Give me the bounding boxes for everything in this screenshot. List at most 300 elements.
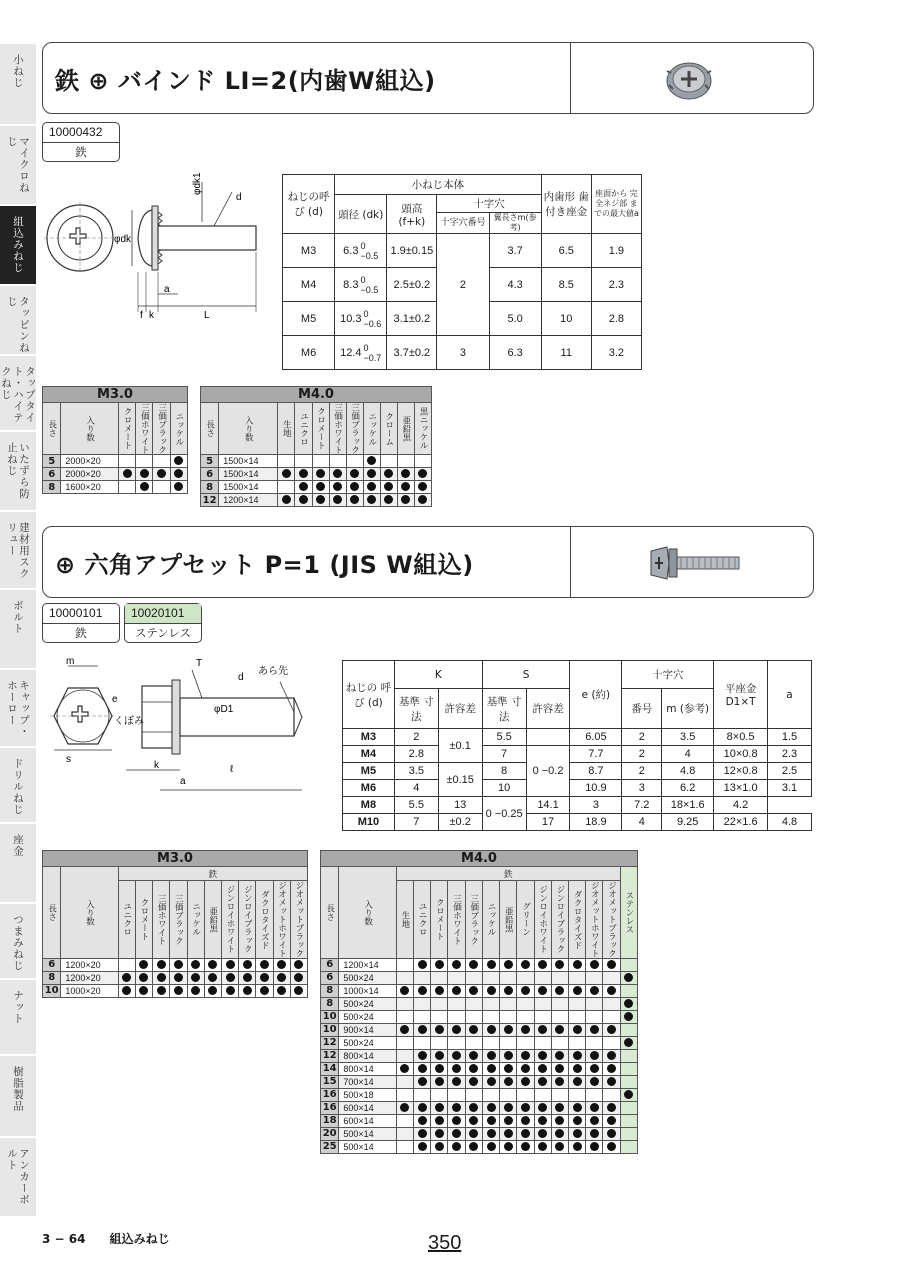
table-cell	[335, 268, 387, 302]
availability-dot	[500, 1036, 517, 1049]
col-header-finish: ジオメットブラック	[293, 881, 304, 958]
table-cell: M3	[343, 729, 395, 746]
section1-title: 鉄 ⊕ バインド LI=2(内歯W組込)	[55, 67, 436, 95]
header-divider	[570, 43, 571, 113]
availability-dot	[534, 958, 551, 971]
availability-dot	[380, 481, 397, 494]
availability-dot	[329, 494, 346, 507]
side-tab[interactable]	[0, 432, 36, 512]
length-cell: 8	[201, 481, 219, 494]
availability-dot	[448, 997, 465, 1010]
availability-dot	[448, 1088, 465, 1101]
side-tab[interactable]	[0, 286, 36, 356]
availability-dot	[221, 958, 238, 971]
table-cell: 3.1±0.2	[387, 302, 437, 336]
availability-dot	[153, 468, 170, 481]
label-s: s	[66, 754, 71, 765]
length-cell: 6	[43, 958, 61, 971]
length-cell: 8	[43, 481, 61, 494]
length-cell: 15	[321, 1075, 339, 1088]
availability-dot	[568, 1101, 585, 1114]
col-header-finish: クロメート	[434, 898, 445, 941]
qty-cell: 500×24	[339, 1036, 396, 1049]
col-header-e: e (約)	[570, 661, 622, 729]
availability-dot	[517, 1114, 534, 1127]
availability-dot	[136, 455, 153, 468]
col-header-gap: 座面から 完全ネジ部 までの最大値a	[591, 175, 641, 234]
availability-dot	[551, 1088, 568, 1101]
availability-dot	[517, 1088, 534, 1101]
availability-dot	[431, 1049, 448, 1062]
side-tab[interactable]	[0, 1138, 36, 1218]
table-cell: 2	[437, 234, 489, 336]
col-header-finish: クロメート	[315, 407, 326, 450]
availability-dot	[448, 984, 465, 997]
availability-dot	[534, 1075, 551, 1088]
availability-dot	[221, 971, 238, 984]
qty-cell: 800×14	[339, 1062, 396, 1075]
product-code-tag	[42, 122, 120, 162]
table-row	[321, 1036, 638, 1049]
length-cell: 10	[321, 1010, 339, 1023]
availability-dot	[414, 971, 431, 984]
table-row	[321, 1101, 638, 1114]
availability-dot	[278, 468, 295, 481]
dk-tol-up: 0	[363, 308, 369, 319]
availability-dot	[534, 1062, 551, 1075]
availability-dot	[170, 455, 187, 468]
availability-table-m4	[200, 386, 432, 507]
availability-dot	[396, 971, 413, 984]
availability-dot	[448, 1140, 465, 1153]
table-cell: 22×1.6	[714, 814, 768, 831]
availability-dot	[414, 1088, 431, 1101]
availability-dot	[396, 1023, 413, 1036]
dk-base: 6.3	[343, 244, 359, 257]
availability-dot	[239, 958, 256, 971]
length-cell: 5	[43, 455, 61, 468]
col-header-call: ねじの 呼び (d)	[343, 661, 395, 729]
table-row	[321, 1088, 638, 1101]
col-header-length: 長さ	[46, 903, 57, 921]
availability-dot	[431, 1114, 448, 1127]
availability-dot	[603, 1088, 620, 1101]
label-L: L	[204, 310, 210, 321]
availability-dot	[586, 1140, 603, 1153]
availability-dot	[414, 1075, 431, 1088]
table-cell: 6.5	[541, 234, 591, 268]
length-cell: 16	[321, 1101, 339, 1114]
length-cell: 16	[321, 1088, 339, 1101]
availability-dot	[346, 494, 363, 507]
length-cell: 12	[321, 1049, 339, 1062]
availability-dot	[568, 1127, 585, 1140]
availability-dot	[329, 468, 346, 481]
availability-dot	[482, 1140, 499, 1153]
col-header-stainless: ステンレス	[623, 891, 634, 934]
binding-spec-table	[282, 174, 642, 370]
table-cell: 2	[394, 729, 438, 746]
col-header-finish: ジンロイホワイト	[225, 885, 235, 954]
availability-dot	[603, 1010, 620, 1023]
table-cell: 8.5	[541, 268, 591, 302]
availability-dot-stainless	[620, 1101, 637, 1114]
table-cell: 6.3	[489, 336, 541, 370]
availability-dot	[363, 494, 380, 507]
label-kubomi: くぼみ	[114, 716, 144, 727]
availability-dot	[551, 1036, 568, 1049]
footer	[42, 1230, 190, 1247]
availability-dot	[278, 481, 295, 494]
table-row	[43, 455, 188, 468]
col-header-base: 基準 寸法	[394, 689, 438, 729]
table-cell: 3.7±0.2	[387, 336, 437, 370]
material-label: 鉄	[75, 626, 87, 640]
availability-dot	[568, 1049, 585, 1062]
availability-dot	[414, 1023, 431, 1036]
availability-dot	[118, 984, 135, 997]
availability-dot	[568, 1088, 585, 1101]
availability-dot	[482, 1075, 499, 1088]
availability-dot-stainless	[620, 1010, 637, 1023]
availability-dot	[396, 997, 413, 1010]
qty-cell: 1600×20	[61, 481, 119, 494]
size-header: M3.0	[43, 851, 308, 867]
availability-dot	[414, 1101, 431, 1114]
table-cell: 4.8	[662, 763, 714, 780]
availability-dot	[551, 1023, 568, 1036]
qty-cell: 1000×20	[61, 984, 118, 997]
availability-dot	[517, 1075, 534, 1088]
col-header-finish: 三価ブラック	[349, 403, 360, 454]
availability-dot	[534, 1101, 551, 1114]
dk-tol-up: 0	[360, 274, 366, 285]
binding-screw-photo	[661, 55, 717, 103]
side-tab[interactable]	[0, 1056, 36, 1138]
availability-dot	[239, 971, 256, 984]
table-row	[321, 1127, 638, 1140]
side-tab[interactable]	[0, 356, 36, 432]
availability-dot	[465, 1023, 482, 1036]
table-cell: 10	[482, 780, 526, 797]
material-label: 鉄	[75, 145, 87, 159]
side-tab[interactable]	[0, 590, 36, 670]
availability-dot	[534, 984, 551, 997]
availability-dot	[551, 997, 568, 1010]
side-tab[interactable]	[0, 44, 36, 126]
availability-dot	[534, 1049, 551, 1062]
availability-dot	[482, 1010, 499, 1023]
availability-dot-stainless	[620, 984, 637, 997]
table-row	[321, 958, 638, 971]
availability-dot	[239, 984, 256, 997]
table-cell: 2.8	[394, 746, 438, 763]
table-cell: 3.5	[662, 729, 714, 746]
availability-dot	[551, 1075, 568, 1088]
table-cell: 2.3	[768, 746, 812, 763]
availability-dot	[500, 1114, 517, 1127]
availability-dot	[448, 1114, 465, 1127]
side-tab-label: キャップ・ホーロー	[6, 680, 30, 738]
col-header-body: 小ねじ本体	[335, 175, 542, 195]
side-tab-label: 小ねじ	[12, 54, 24, 89]
availability-dot	[396, 1075, 413, 1088]
table-cell: 1.5	[768, 729, 812, 746]
availability-dot	[448, 1049, 465, 1062]
availability-dot	[256, 958, 273, 971]
qty-cell: 600×14	[339, 1101, 396, 1114]
footer-section: 3 − 64	[42, 1232, 86, 1246]
label-T: T	[196, 658, 203, 669]
availability-dot	[414, 1062, 431, 1075]
table-row	[321, 1049, 638, 1062]
availability-dot	[204, 971, 221, 984]
availability-dot	[586, 1114, 603, 1127]
col-header-S: S	[482, 661, 570, 689]
availability-dot	[568, 984, 585, 997]
table-cell: 14.1	[526, 797, 570, 814]
qty-cell: 500×24	[339, 971, 396, 984]
availability-dot	[118, 481, 135, 494]
section2-header	[42, 526, 814, 598]
length-cell: 5	[201, 455, 219, 468]
product-code: 10000101	[43, 604, 119, 624]
qty-cell: 500×24	[339, 997, 396, 1010]
availability-dot	[517, 958, 534, 971]
table-cell: 2	[622, 763, 662, 780]
side-tab[interactable]	[0, 824, 36, 904]
availability-dot	[603, 997, 620, 1010]
qty-cell: 1500×14	[219, 468, 278, 481]
col-header-finish: 黒ニッケル	[417, 407, 428, 450]
availability-dot	[397, 494, 414, 507]
length-cell: 20	[321, 1127, 339, 1140]
availability-dot	[568, 1062, 585, 1075]
availability-dot	[363, 468, 380, 481]
availability-dot	[397, 481, 414, 494]
side-tab[interactable]	[0, 206, 36, 286]
side-tab-label: 組込みねじ	[12, 216, 24, 274]
availability-dot	[551, 984, 568, 997]
table-row	[201, 468, 432, 481]
availability-dot	[568, 1114, 585, 1127]
table-cell: 4.3	[489, 268, 541, 302]
availability-dot	[586, 984, 603, 997]
dk-tol-down: −0.7	[363, 352, 382, 363]
table-cell: 13×1.0	[714, 780, 768, 797]
availability-dot	[586, 1049, 603, 1062]
footer-category: 組込みねじ	[109, 1232, 170, 1246]
availability-dot	[380, 468, 397, 481]
col-header-finish: 三価ブラック	[468, 893, 479, 945]
availability-dot	[500, 971, 517, 984]
qty-cell: 1200×14	[339, 958, 396, 971]
length-cell: 8	[43, 971, 61, 984]
table-row	[321, 1023, 638, 1036]
availability-dot	[551, 971, 568, 984]
availability-dot	[603, 1140, 620, 1153]
availability-dot	[603, 1114, 620, 1127]
table-cell: 7	[394, 814, 438, 831]
qty-cell: 500×18	[339, 1088, 396, 1101]
table-cell: 1.9	[591, 234, 641, 268]
table-cell: 7.2	[622, 797, 662, 814]
table-cell: 3.1	[768, 780, 812, 797]
availability-dot	[431, 971, 448, 984]
availability-table-m4	[320, 850, 638, 1154]
length-cell: 18	[321, 1114, 339, 1127]
length-cell: 25	[321, 1140, 339, 1153]
availability-dot	[482, 1088, 499, 1101]
col-header-qty: 入り数	[362, 899, 373, 925]
availability-dot	[517, 971, 534, 984]
side-tab-label: つまみねじ	[12, 914, 24, 972]
availability-dot	[517, 1023, 534, 1036]
dk-tol-up: 0	[360, 240, 366, 251]
availability-dot	[136, 481, 153, 494]
availability-dot	[290, 984, 307, 997]
length-cell: 10	[321, 1023, 339, 1036]
availability-dot	[603, 1062, 620, 1075]
availability-dot-stainless	[620, 1088, 637, 1101]
availability-dot	[568, 1010, 585, 1023]
table-cell: 4.2	[714, 797, 768, 814]
availability-dot	[448, 1062, 465, 1075]
length-cell: 12	[321, 1036, 339, 1049]
availability-dot	[273, 958, 290, 971]
table-cell: 5.5	[394, 797, 438, 814]
table-cell: 2.3	[591, 268, 641, 302]
dk-base: 8.3	[343, 278, 359, 291]
availability-dot	[431, 1036, 448, 1049]
availability-dot	[448, 1075, 465, 1088]
table-row	[43, 481, 188, 494]
col-header-finish: 三価ホワイト	[156, 893, 167, 945]
col-header-tol: 許容差	[526, 689, 570, 729]
availability-dot	[568, 1023, 585, 1036]
table-cell: 8×0.5	[714, 729, 768, 746]
label-d: d	[236, 192, 242, 203]
qty-cell: 500×14	[339, 1140, 396, 1153]
side-tab[interactable]	[0, 126, 36, 206]
availability-dot	[482, 971, 499, 984]
availability-dot	[414, 1127, 431, 1140]
col-header-finish: ユニクロ	[298, 411, 309, 446]
col-header-finish: 三価ホワイト	[139, 403, 150, 454]
table-row	[343, 780, 812, 797]
availability-dot	[170, 971, 187, 984]
availability-dot	[187, 958, 204, 971]
availability-dot	[204, 958, 221, 971]
availability-dot-stainless	[620, 958, 637, 971]
label-d: d	[238, 672, 244, 683]
table-row	[321, 1140, 638, 1153]
availability-dot	[465, 1101, 482, 1114]
col-header-finish: ジンロイブラック	[242, 885, 253, 954]
availability-dot	[431, 1140, 448, 1153]
side-tab[interactable]	[0, 904, 36, 980]
table-cell: 10	[541, 302, 591, 336]
length-cell: 6	[201, 468, 219, 481]
side-tab-label: 樹脂製品	[12, 1066, 24, 1112]
table-cell: 4	[622, 814, 662, 831]
side-tab-label: ドリルねじ	[12, 758, 24, 816]
availability-dot	[500, 1062, 517, 1075]
availability-dot	[482, 997, 499, 1010]
availability-dot	[586, 1088, 603, 1101]
table-cell: 13	[438, 797, 482, 814]
availability-dot	[586, 997, 603, 1010]
table-cell: 6.2	[662, 780, 714, 797]
side-tab-label: いたずら防止ねじ	[6, 442, 30, 500]
side-tab[interactable]	[0, 748, 36, 824]
side-tab[interactable]	[0, 512, 36, 590]
table-cell: 12×0.8	[714, 763, 768, 780]
label-D1: φD1	[214, 704, 234, 715]
availability-dot	[414, 984, 431, 997]
col-header-length: 長さ	[324, 903, 335, 921]
availability-dot	[448, 1127, 465, 1140]
availability-dot	[568, 997, 585, 1010]
col-header-finish: 三価ブラック	[173, 893, 184, 945]
table-row	[343, 814, 812, 831]
availability-dot	[586, 1075, 603, 1088]
col-header-finish: 生地	[399, 910, 410, 928]
availability-dot	[465, 971, 482, 984]
col-header-no: 番号	[622, 689, 662, 729]
table-row	[321, 984, 638, 997]
availability-dot	[534, 1010, 551, 1023]
col-header-K: K	[394, 661, 482, 689]
table-row	[283, 234, 642, 268]
length-cell: 6	[321, 958, 339, 971]
col-header-finish: 生地	[281, 420, 292, 437]
availability-dot	[465, 1062, 482, 1075]
availability-table-m3	[42, 386, 188, 494]
availability-dot	[414, 1036, 431, 1049]
availability-dot	[465, 1010, 482, 1023]
availability-dot	[465, 1140, 482, 1153]
availability-dot-stainless	[620, 971, 637, 984]
col-header-finish: 三価ブラック	[156, 403, 167, 454]
availability-dot	[414, 958, 431, 971]
side-tab-label: マイクロねじ	[6, 136, 30, 194]
table-cell: 4	[394, 780, 438, 797]
side-tab[interactable]	[0, 670, 36, 748]
table-cell: 0 −0.2	[526, 746, 570, 797]
availability-dot	[500, 1049, 517, 1062]
availability-dot	[586, 1101, 603, 1114]
length-cell: 8	[321, 997, 339, 1010]
col-header-dk: 頭径 (dk)	[335, 195, 387, 234]
availability-dot	[170, 468, 187, 481]
material-label: ステンレス	[134, 626, 192, 640]
col-header-finish: グリーン	[520, 902, 531, 937]
table-row	[343, 763, 812, 780]
side-tab[interactable]	[0, 980, 36, 1056]
availability-dot	[482, 1036, 499, 1049]
availability-dot	[465, 1049, 482, 1062]
availability-dot	[465, 984, 482, 997]
label-dk: φdk	[114, 234, 132, 245]
table-cell: 10.9	[570, 780, 622, 797]
table-cell: 7.7	[570, 746, 622, 763]
availability-dot	[153, 971, 170, 984]
availability-dot	[517, 1036, 534, 1049]
table-cell: 7	[482, 746, 526, 763]
qty-cell: 800×14	[339, 1049, 396, 1062]
qty-cell: 1200×14	[219, 494, 278, 507]
